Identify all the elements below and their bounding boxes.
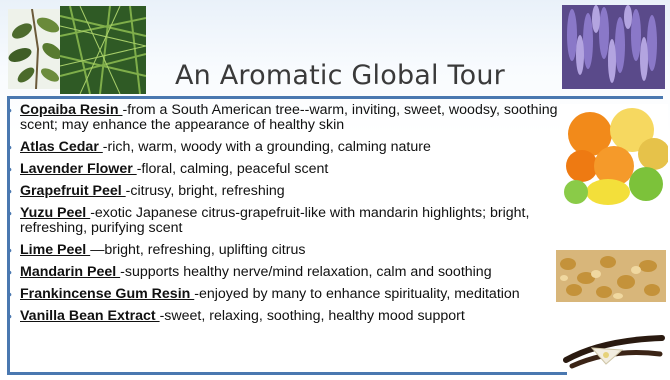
list-item [6,287,591,302]
list-item [6,309,591,324]
list-item [6,243,591,258]
frame-bottom-border [7,372,567,375]
item-name: Yuzu Peel [20,205,91,221]
item-name: Mandarin Peel [20,264,121,280]
item-name: Copaiba Resin [20,102,123,118]
item-name: Lavender Flower [20,161,137,177]
citrus-photo [560,104,668,206]
item-name: Vanilla Bean Extract [20,308,160,324]
list-item [6,140,591,155]
item-description: -exotic Japanese citrus-grapefruit-like with mandarin highlights; bright, refreshing, purifying scent [20,205,530,236]
frankincense-photo [556,250,666,302]
lavender-photo [562,5,665,89]
list-item [6,162,591,177]
leaves-photo [8,9,64,89]
item-description: —bright, refreshing, uplifting citrus [90,242,306,258]
scent-list [6,103,591,331]
item-description: -rich, warm, woody with a grounding, calming nature [102,139,431,155]
item-description: -from a South American tree--warm, inviting, sweet, woodsy, soothing scent; may enhance the appearance of healthy skin [20,102,558,133]
item-description: -sweet, relaxing, soothing, healthy mood support [159,308,465,324]
item-description: -supports healthy nerve/mind relaxation, calm and soothing [120,264,492,280]
list-item [6,184,591,199]
list-item [6,265,591,280]
item-name: Grapefruit Peel [20,183,126,199]
item-description: -floral, calming, peaceful scent [136,161,329,177]
vanilla-photo [562,330,666,372]
item-description: -enjoyed by many to enhance spirituality, meditation [194,286,520,302]
slide-title: An Aromatic Global Tour [175,60,505,92]
pine-photo [60,6,146,94]
list-item [6,206,591,236]
list-item [6,103,591,133]
item-description: -citrusy, bright, refreshing [125,183,285,199]
item-name: Lime Peel [20,242,91,258]
item-name: Frankincense Gum Resin [20,286,195,302]
item-name: Atlas Cedar [20,139,103,155]
title-divider [7,96,663,99]
